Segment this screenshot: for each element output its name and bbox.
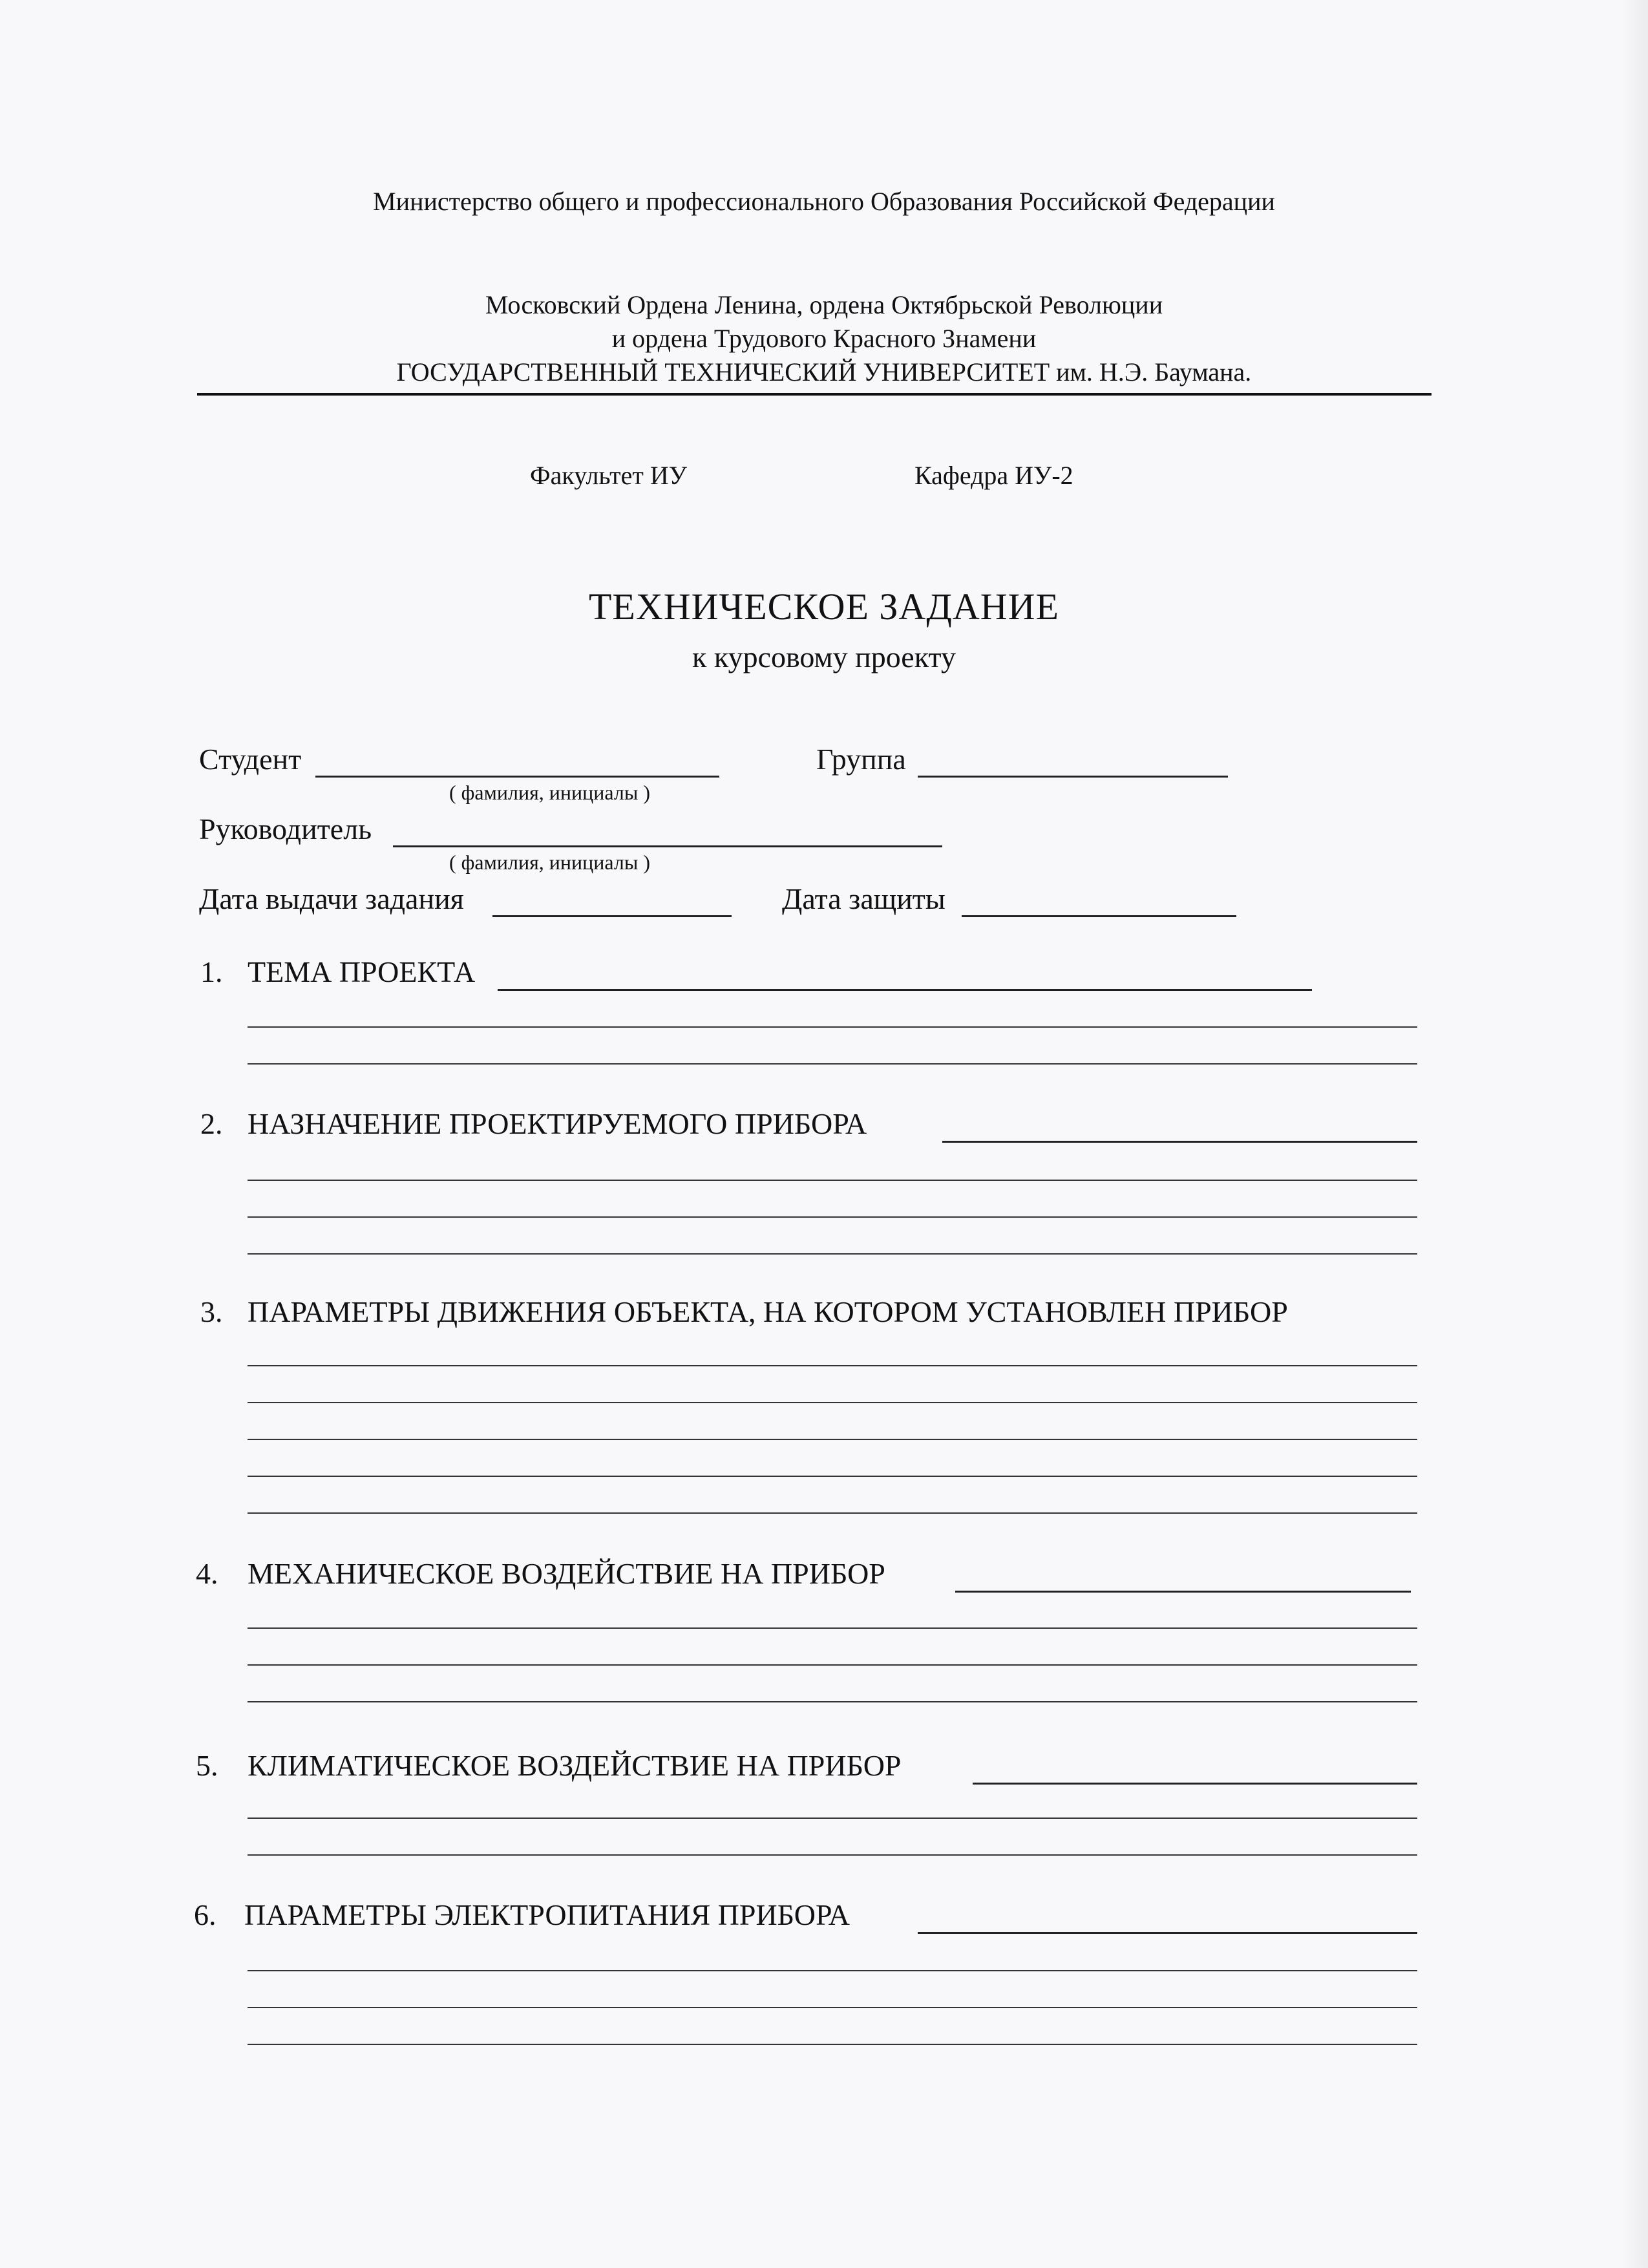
section-2-line[interactable] (248, 1216, 1417, 1218)
ministry-line: Министерство общего и профессионального Образования Российской Федерации (373, 187, 1275, 216)
group-field[interactable] (918, 743, 1228, 778)
header-rule (197, 393, 1431, 396)
section-3-line[interactable] (248, 1365, 1417, 1366)
section-4-line[interactable] (248, 1701, 1417, 1702)
issue-date-label: Дата выдачи задания (199, 882, 464, 915)
section-6-line[interactable] (248, 1970, 1417, 1971)
section-4-line[interactable] (248, 1627, 1417, 1629)
section-1-line[interactable] (248, 1026, 1417, 1028)
section-6-input[interactable] (918, 1900, 1417, 1934)
section-2-title: НАЗНАЧЕНИЕ ПРОЕКТИРУЕМОГО ПРИБОРА (248, 1107, 867, 1140)
student-name-field[interactable] (315, 743, 719, 778)
department-label: Кафедра ИУ-2 (914, 461, 1073, 490)
supervisor-name-field[interactable] (393, 813, 942, 847)
section-3-line[interactable] (248, 1439, 1417, 1440)
section-3-line[interactable] (248, 1476, 1417, 1477)
supervisor-label: Руководитель (199, 812, 372, 845)
student-name-hint: ( фамилия, инициалы ) (449, 781, 651, 804)
section-2-line[interactable] (248, 1180, 1417, 1181)
section-3-title: ПАРАМЕТРЫ ДВИЖЕНИЯ ОБЪЕКТА, НА КОТОРОМ УСТАНОВЛЕН ПРИБОР (248, 1295, 1288, 1328)
section-3-line[interactable] (248, 1402, 1417, 1403)
section-1-line[interactable] (248, 1063, 1417, 1065)
student-label: Студент (199, 743, 302, 776)
university-line-2: и ордена Трудового Красного Знамени (611, 324, 1037, 353)
section-2-number: 2. (200, 1107, 223, 1140)
section-5-input[interactable] (973, 1750, 1417, 1785)
section-4-input[interactable] (955, 1558, 1411, 1593)
section-3-number: 3. (200, 1295, 223, 1328)
faculty-label: Факультет ИУ (530, 461, 688, 490)
section-5-title: КЛИМАТИЧЕСКОЕ ВОЗДЕЙСТВИЕ НА ПРИБОР (248, 1749, 902, 1782)
issue-date-field[interactable] (492, 883, 732, 917)
section-4-title: МЕХАНИЧЕСКОЕ ВОЗДЕЙСТВИЕ НА ПРИБОР (248, 1557, 885, 1590)
section-6-number: 6. (194, 1898, 217, 1931)
defense-date-field[interactable] (962, 883, 1236, 917)
section-1-input[interactable] (498, 957, 1312, 991)
section-1-number: 1. (200, 955, 223, 988)
section-5-line[interactable] (248, 1818, 1417, 1819)
university-line-1: Московский Ордена Ленина, ордена Октябрьской Революции (485, 290, 1163, 319)
section-6-title: ПАРАМЕТРЫ ЭЛЕКТРОПИТАНИЯ ПРИБОРА (244, 1898, 850, 1931)
defense-date-label: Дата защиты (782, 882, 945, 915)
section-6-line[interactable] (248, 2007, 1417, 2008)
section-3-line[interactable] (248, 1512, 1417, 1514)
section-4-line[interactable] (248, 1664, 1417, 1666)
document-title: ТЕХНИЧЕСКОЕ ЗАДАНИЕ (589, 586, 1059, 628)
section-5-line[interactable] (248, 1854, 1417, 1856)
section-6-line[interactable] (248, 2044, 1417, 2045)
document-subtitle: к курсовому проекту (692, 641, 956, 673)
section-4-number: 4. (196, 1557, 218, 1590)
section-2-line[interactable] (248, 1253, 1417, 1255)
section-2-input[interactable] (942, 1108, 1417, 1143)
supervisor-name-hint: ( фамилия, инициалы ) (449, 851, 651, 874)
section-5-number: 5. (196, 1749, 218, 1782)
university-line-3: ГОСУДАРСТВЕННЫЙ ТЕХНИЧЕСКИЙ УНИВЕРСИТЕТ им. Н.Э. Баумана. (396, 357, 1252, 387)
section-1-title: ТЕМА ПРОЕКТА (248, 955, 476, 988)
group-label: Группа (816, 743, 906, 776)
